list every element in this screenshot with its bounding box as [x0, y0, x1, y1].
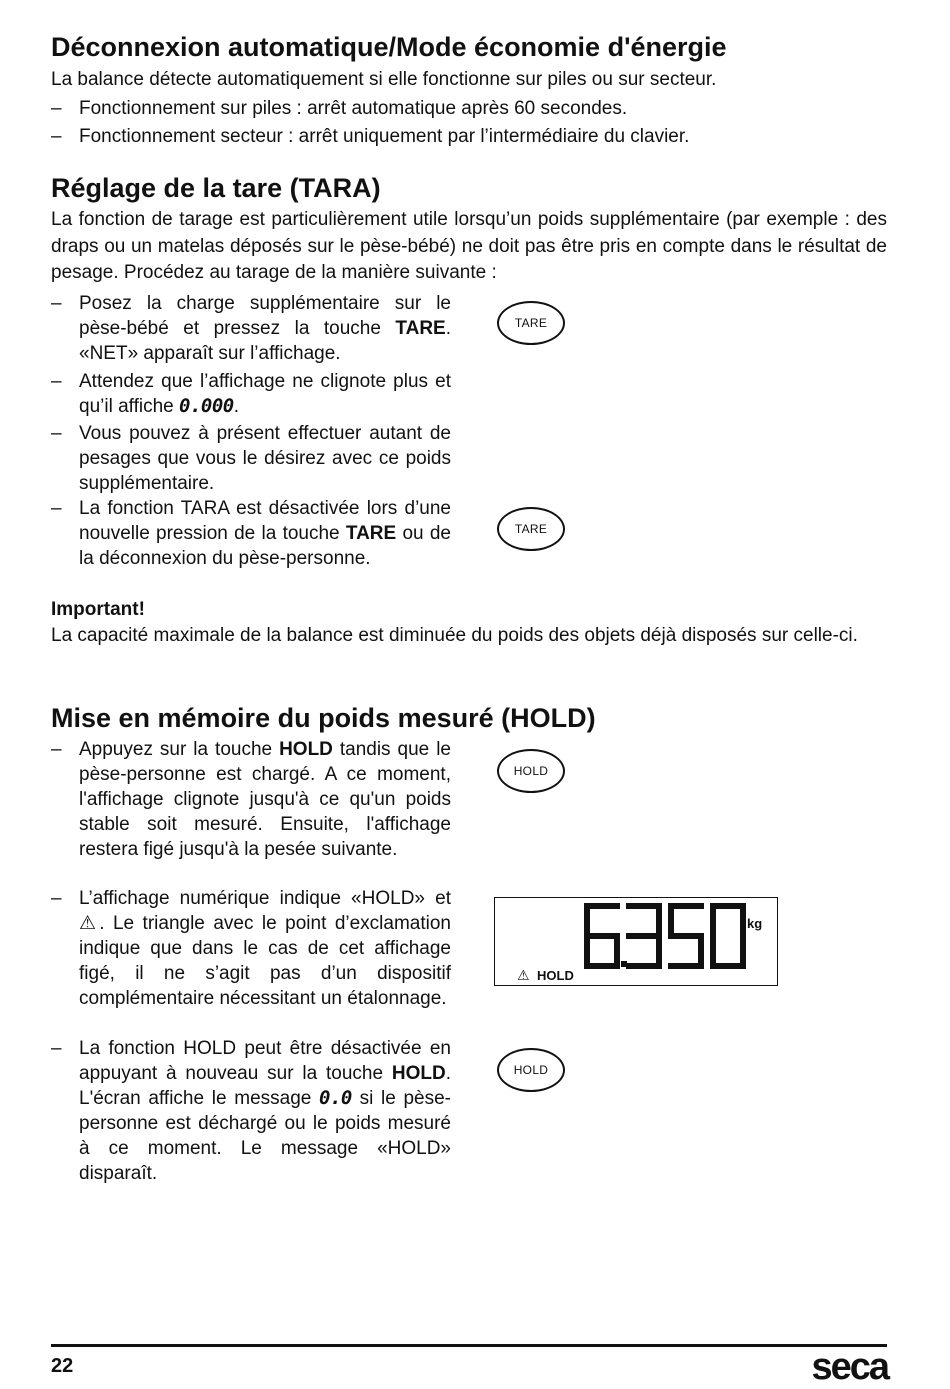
- hold-step-3: – La fonction HOLD peut être désactivée en appuyant à nouveau sur la touche HOLD. L'écran affiche le message 0.0 si le pèse-personne est déchargé ou le poids mesuré à ce moment. Le message «HOLD» disparaît.: [51, 1038, 452, 1184]
- important-text: La capacité maximale de la balance est diminuée du poids des objets déjà disposés sur celle-ci.: [51, 625, 858, 646]
- display-unit: kg: [747, 916, 763, 931]
- brand-logo: seca: [811, 1346, 888, 1388]
- list-dash: –: [51, 98, 62, 119]
- auto-off-item-mains: – Fonctionnement secteur : arrêt uniquement par l’intermédiaire du clavier.: [51, 126, 690, 147]
- important-label: Important!: [51, 599, 145, 620]
- hold-key-icon: HOLD: [497, 1048, 565, 1092]
- auto-off-item-battery: – Fonctionnement sur piles : arrêt automatique après 60 secondes.: [51, 98, 628, 119]
- page-number: 22: [51, 1355, 74, 1377]
- display-digits: [587, 906, 743, 967]
- hold-step-2: – L’affichage numérique indique «HOLD» et ⚠. Le triangle avec le point d’exclamation indique que dans le cas de cet affichage figé, il ne s’agit pas d’un dispositif complémentaire nécessitant un étalonnage.: [51, 888, 451, 1009]
- tare-step-2: – Attendez que l’affichage ne clignote plus et qu’il affiche 0.000.: [51, 371, 451, 417]
- list-dash: –: [51, 126, 62, 147]
- tare-step-1: – Posez la charge supplémentaire sur le pèse-bébé et pressez la touche TARE. «NET» apparaît sur l’affichage.: [51, 293, 451, 364]
- tare-key-icon: TARE: [497, 301, 565, 345]
- lcd-readout-zero: 0.0: [319, 1087, 352, 1109]
- display-hold-indicator: HOLD: [537, 968, 574, 983]
- section-title-tare: Réglage de la tare (TARA): [51, 173, 381, 203]
- hold-key-icon: HOLD: [497, 749, 565, 793]
- section-title-auto-off: Déconnexion automatique/Mode économie d'énergie: [51, 32, 727, 62]
- tare-intro: La fonction de tarage est particulièrement utile lorsqu’un poids supplémentaire (par exemple : des draps ou un matelas déposés sur le pèse-bébé) ne doit pas être pris en compte dans le résultat de pesage. Procédez au tarage de la manière suivante :: [51, 209, 887, 283]
- hold-step-1: – Appuyez sur la touche HOLD tandis que le pèse-personne est chargé. A ce moment, l'affichage clignote jusqu'à ce qu'un poids stable soit mesuré. Ensuite, l'affichage restera figé jusqu'à la pesée suivante.: [51, 739, 451, 860]
- tare-step-3: – Vous pouvez à présent effectuer autant de pesages que vous le désirez avec ce poids supplémentaire.: [51, 423, 451, 494]
- scale-display: [494, 897, 778, 986]
- warning-triangle-icon: ⚠: [79, 913, 100, 934]
- section-title-hold: Mise en mémoire du poids mesuré (HOLD): [51, 703, 596, 733]
- lcd-readout-zero: 0.000: [179, 395, 234, 417]
- footer-rule: [51, 1344, 887, 1347]
- auto-off-intro: La balance détecte automatiquement si elle fonctionne sur piles ou sur secteur.: [51, 69, 717, 90]
- tare-key-icon: TARE: [497, 507, 565, 551]
- seven-segment-readout: [495, 898, 777, 985]
- tare-step-4: – La fonction TARA est désactivée lors d’une nouvelle pression de la touche TARE ou de la déconnexion du pèse-personne.: [51, 498, 451, 569]
- display-warning-icon: ⚠: [517, 968, 530, 984]
